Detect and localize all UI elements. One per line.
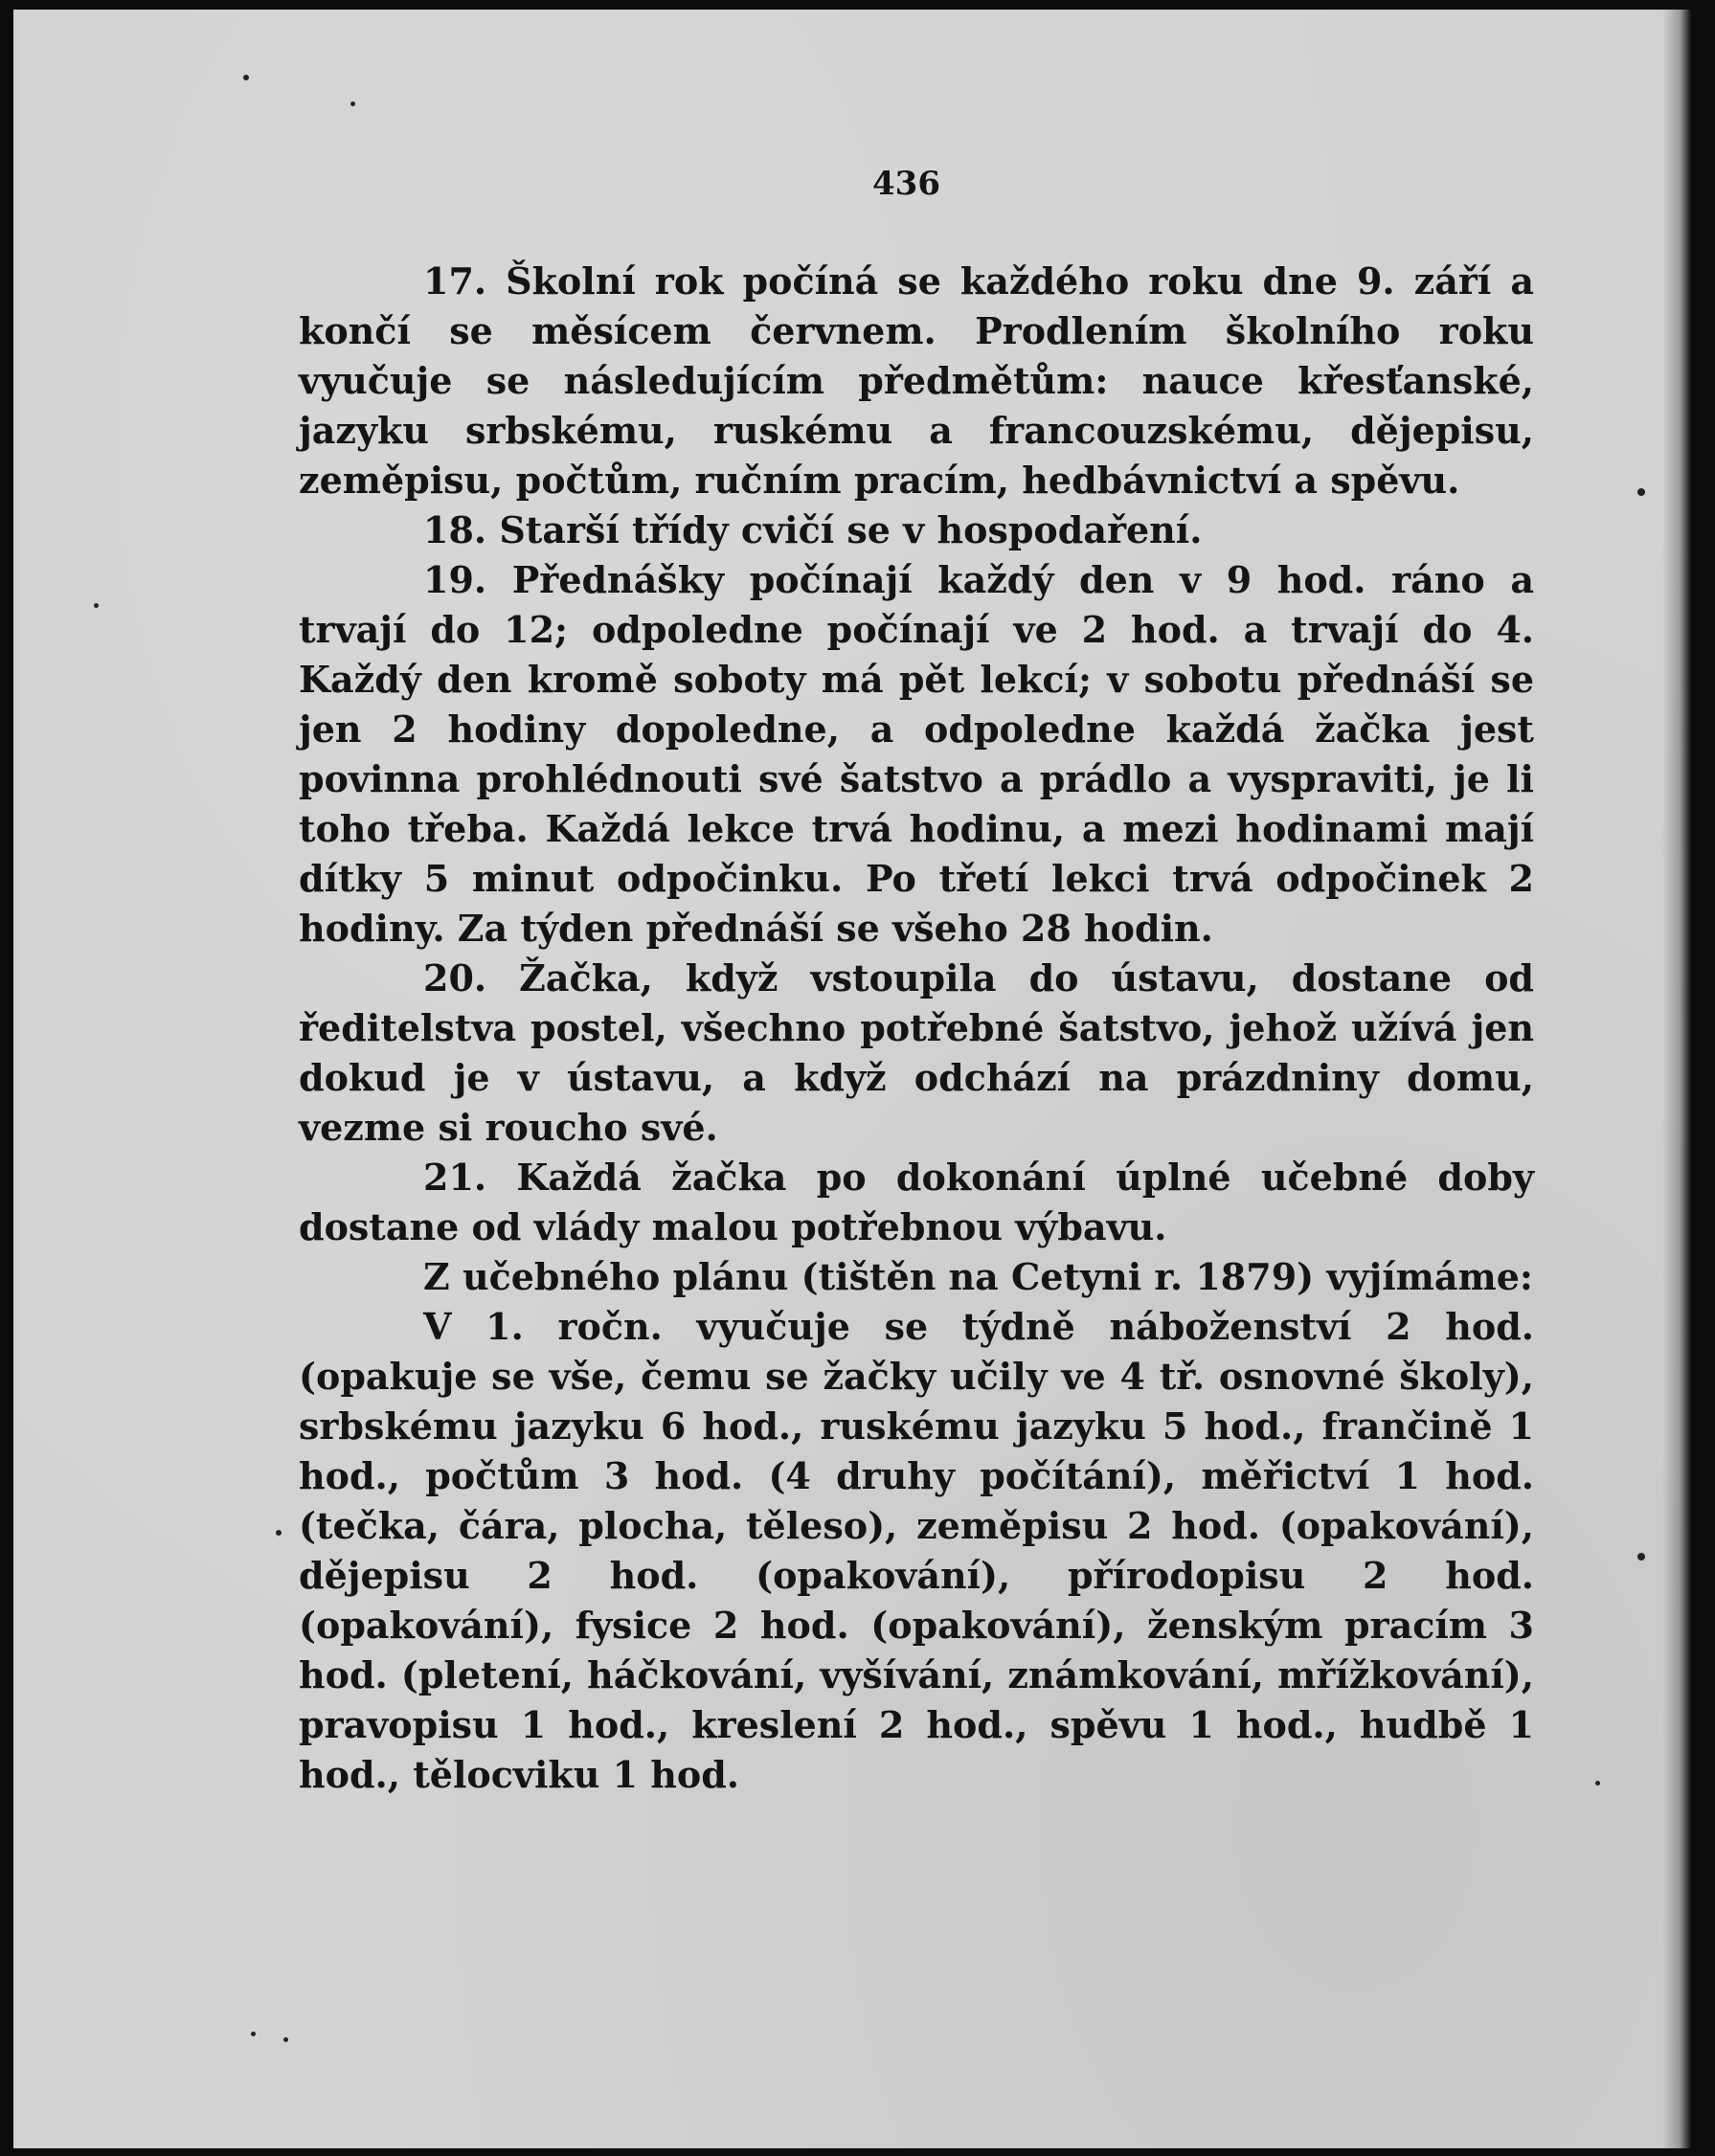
body-text — [299, 257, 1534, 1800]
page-number: 436 — [872, 165, 940, 203]
paragraph-18: 18. Starší třídy cvičí se v hospodaření. — [423, 508, 1203, 551]
paragraph-17: 17. Školní rok počíná se každého roku dne 9. září a končí se měsícem červnem. Prodlením školního roku vyučuje se následujícím předmětům: nauce křesťanské, jazyku srbskému, ruskému a francouzskému, dějepisu, zeměpisu, počtům, ručním pracím, hedbávnictví a spěvu. — [299, 259, 1534, 502]
ink-speck — [94, 603, 99, 608]
ink-speck — [1595, 1781, 1600, 1785]
ink-speck — [1637, 488, 1645, 496]
paragraph-first-year: V 1. ročn. vyučuje se týdně náboženství 2 hod. (opakuje se vše, čemu se žačky učily ve 4 tř. osnovné školy), srbskému jazyku 6 hod., ruskému jazyku 5 hod., frančině 1 hod., počtům 3 hod. (4 druhy počítání), měřictví 1 hod. (tečka, čára, plocha, těleso), zeměpisu 2 hod. (opakování), dějepisu 2 hod. (opakování), přírodopisu 2 hod. (opakování), fysice 2 hod. (opakování), ženským pracím 3 hod. (pletení, háčkování, vyšívání, známkování, mřížkování), pravopisu 1 hod., kreslení 2 hod., spěvu 1 hod., hudbě 1 hod., tělocviku 1 hod. — [299, 1305, 1534, 1796]
ink-speck — [276, 1530, 282, 1536]
paragraph-21: 21. Každá žačka po dokonání úplné učebné doby dostane od vlády malou potřebnou výbavu. — [299, 1156, 1534, 1248]
paragraph-curriculum-intro: Z učebného plánu (tištěn na Cetyni r. 1879) vyjímáme: — [423, 1255, 1533, 1298]
paragraph-19: 19. Přednášky počínají každý den v 9 hod. ráno a trvají do 12; odpoledne počínají ve 2 hod. a trvají do 4. Každý den kromě soboty má pět lekcí; v sobotu přednáší se jen 2 hodiny dopoledne, a odpoledne každá žačka jest povinna prohlédnouti své šatstvo a prádlo a vyspraviti, je li toho třeba. Každá lekce trvá hodinu, a mezi hodinami mají dítky 5 minut odpočinku. Po třetí lekci trvá odpočinek 2 hodiny. Za týden přednáší se všeho 28 hodin. — [299, 558, 1534, 950]
ink-speck — [251, 2032, 256, 2036]
paragraph-20: 20. Žačka, když vstoupila do ústavu, dostane od ředitelstva postel, všechno potřebné šatstvo, jehož užívá jen dokud je v ústavu, a když odchází na prázdniny domu, vezme si roucho své. — [299, 956, 1534, 1149]
ink-speck — [283, 2037, 288, 2042]
book-page — [13, 10, 1691, 2148]
ink-speck — [1637, 1553, 1645, 1561]
ink-speck — [350, 101, 355, 106]
page-edge-shadow — [1662, 10, 1691, 2148]
ink-speck — [243, 75, 249, 80]
